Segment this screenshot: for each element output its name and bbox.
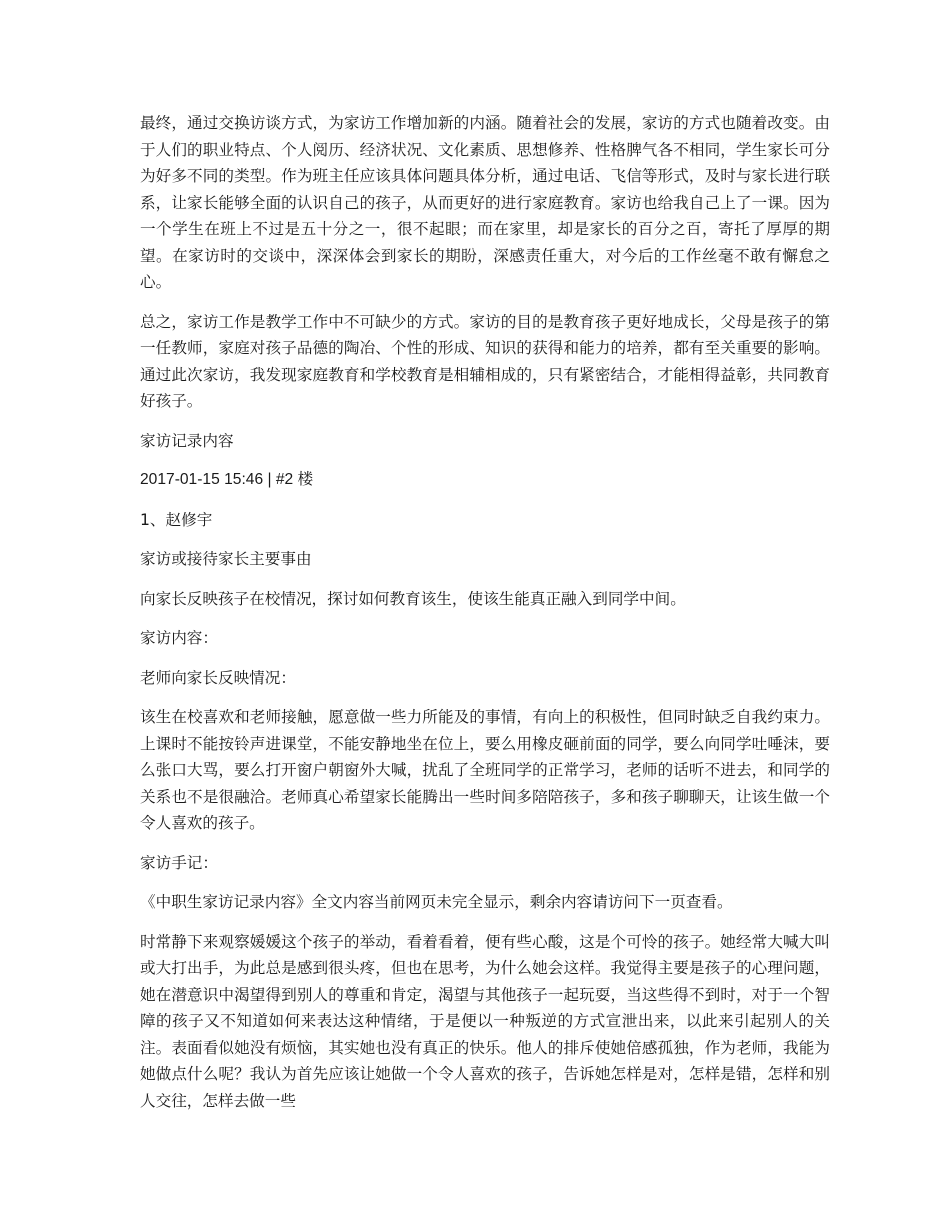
visit-reason-heading: 家访或接待家长主要事由 <box>140 550 312 568</box>
paragraph-conclusion-1: 最终，通过交换访谈方式，为家访工作增加新的内涵。随着社会的发展，家访的方式也随着改变。由于人们的职业特点、个人阅历、经济状况、文化素质、思想修养、性格脾气各不相同，学生家长可分为好多不同的类型。作为班主任应该具体问题具体分析，通过电话、飞信等形式，及时与家长进行联系，让家长能够全面的认识自己的孩子，从而更好的进行家庭教育。家访也给我自己上了一课。因为一个学生在班上不过是五十分之一，很不起眼；而在家里，却是家长的百分之百，寄托了厚厚的期望。在家访时的交谈中，深深体会到家长的期盼，深感责任重大，对今后的工作丝毫不敢有懈怠之心。 <box>140 114 830 291</box>
teacher-report-text: 该生在校喜欢和老师接触，愿意做一些力所能及的事情，有向上的积极性，但同时缺乏自我约束力。上课时不能按铃声进课堂，不能安静地坐在位上，要么用橡皮砸前面的同学，要么向同学吐唾沫，要么张口大骂，要么打开窗户朝窗外大喊，扰乱了全班同学的正常学习，老师的话听不进去，和同学的关系也不是很融洽。老师真心希望家长能腾出一些时间多陪陪孩子，多和孩子聊聊天，让该生做一个令人喜欢的孩子。 <box>140 708 830 832</box>
visit-notes-heading: 家访手记： <box>140 853 218 872</box>
student-name: 1、赵修宇 <box>140 510 213 529</box>
paragraph-conclusion-2: 总之，家访工作是教学工作中不可缺少的方式。家访的目的是教育孩子更好地成长，父母是孩子的第一任教师，家庭对孩子品德的陶冶、个性的形成、知识的获得和能力的培养，都有至关重要的影响。通过此次家访，我发现家庭教育和学校教育是相辅相成的，只有紧密结合，才能相得益彰，共同教育好孩子。 <box>140 312 830 410</box>
document-page <box>140 110 830 1127</box>
section-heading: 家访记录内容 <box>140 431 234 450</box>
visit-reason-text: 向家长反映孩子在校情况，探讨如何教育该生，使该生能真正融入到同学中间。 <box>140 589 686 608</box>
post-timestamp: 2017-01-15 15:46 | #2 楼 <box>140 471 314 488</box>
visit-content-heading: 家访内容： <box>140 629 218 647</box>
teacher-report-heading: 老师向家长反映情况： <box>140 668 296 687</box>
truncation-notice: 《中职生家访记录内容》全文内容当前网页未完全显示，剩余内容请访问下一页查看。 <box>140 893 733 911</box>
visit-notes-text: 时常静下来观察媛媛这个孩子的举动，看着看着，便有些心酸，这是个可怜的孩子。她经常大喊大叫或大打出手，为此总是感到很头疼，但也在思考，为什么她会这样。我觉得主要是孩子的心理问题，她在潜意识中渴望得到别人的尊重和肯定，渴望与其他孩子一起玩耍，当这些得不到时，对于一个智障的孩子又不知道如何来表达这种情绪，于是便以一种叛逆的方式宣泄出来，以此来引起别人的关注。表面看似她没有烦恼，其实她也没有真正的快乐。他人的排斥使她倍感孤独，作为老师，我能为她做点什么呢？我认为首先应该让她做一个令人喜欢的孩子，告诉她怎样是对，怎样是错，怎样和别人交往，怎样去做一些 <box>140 932 830 1110</box>
